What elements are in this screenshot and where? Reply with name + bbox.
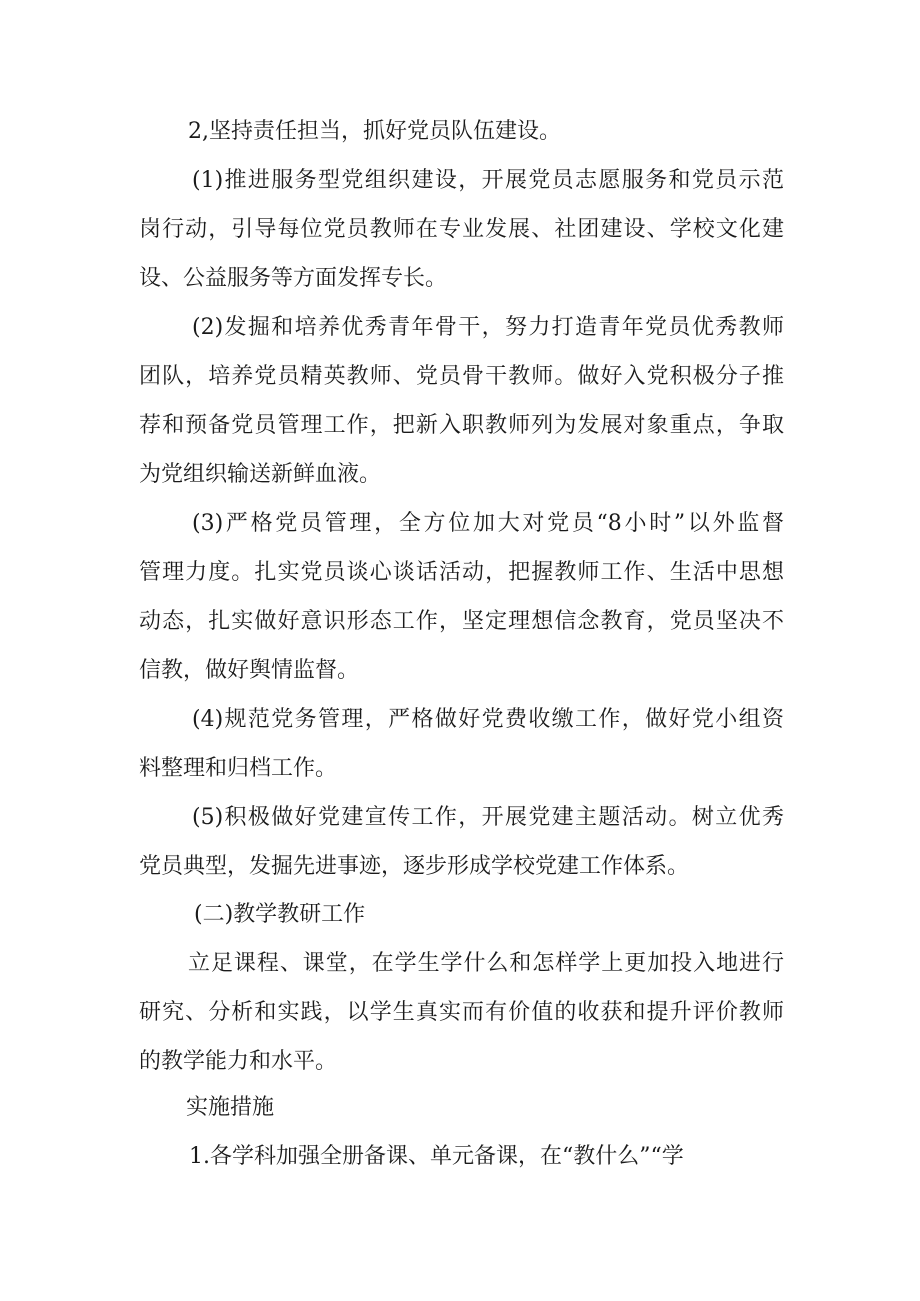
paragraph-line: (2)发掘和培养优秀青年骨干，努力打造青年党员优秀教师 xyxy=(192,315,784,340)
measures-heading: 实施措施 xyxy=(186,1095,275,1120)
paragraph-line: 料整理和归档工作。 xyxy=(139,756,338,781)
paragraph-line: 研究、分析和实践，以学生真实而有价值的收获和提升评价教师 xyxy=(139,1000,784,1025)
section-heading: 2,坚持责任担当，抓好党员队伍建设。 xyxy=(188,119,561,144)
subsection-heading: (二)教学教研工作 xyxy=(194,902,366,927)
paragraph-line: (5)积极做好党建宣传工作，开展党建主题活动。树立优秀 xyxy=(192,805,784,830)
paragraph-line: 设、公益服务等方面发挥专长。 xyxy=(139,266,448,291)
paragraph-line: 团队，培养党员精英教师、党员骨干教师。做好入党积极分子推 xyxy=(139,364,784,389)
paragraph-line: (1)推进服务型党组织建设，开展党员志愿服务和党员示范 xyxy=(192,168,784,193)
paragraph-line: 管理力度。扎实党员谈心谈话活动，把握教师工作、生活中思想 xyxy=(139,560,784,585)
paragraph-line: 1.各学科加强全册备课、单元备课，在“教什么”“学 xyxy=(189,1144,684,1169)
paragraph-line: 动态，扎实做好意识形态工作，坚定理想信念教育，党员坚决不 xyxy=(139,609,784,634)
paragraph-line: 立足课程、课堂，在学生学什么和怎样学上更加投入地进行 xyxy=(188,951,784,976)
paragraph-line: 党员典型，发掘先进事迹，逐步形成学校党建工作体系。 xyxy=(139,854,690,879)
paragraph-line: (4)规范党务管理，严格做好党费收缴工作，做好党小组资 xyxy=(192,707,784,732)
paragraph-line: 荐和预备党员管理工作，把新入职教师列为发展对象重点，争取 xyxy=(139,413,784,438)
paragraph-line: (3)严格党员管理，全方位加大对党员“8小时”以外监督 xyxy=(192,511,784,536)
paragraph-line: 岗行动，引导每位党员教师在专业发展、社团建设、学校文化建 xyxy=(139,217,784,242)
paragraph-line: 的教学能力和水平。 xyxy=(139,1049,338,1074)
paragraph-line: 为党组织输送新鲜血液。 xyxy=(139,462,382,487)
paragraph-line: 信教，做好舆情监督。 xyxy=(139,658,360,683)
